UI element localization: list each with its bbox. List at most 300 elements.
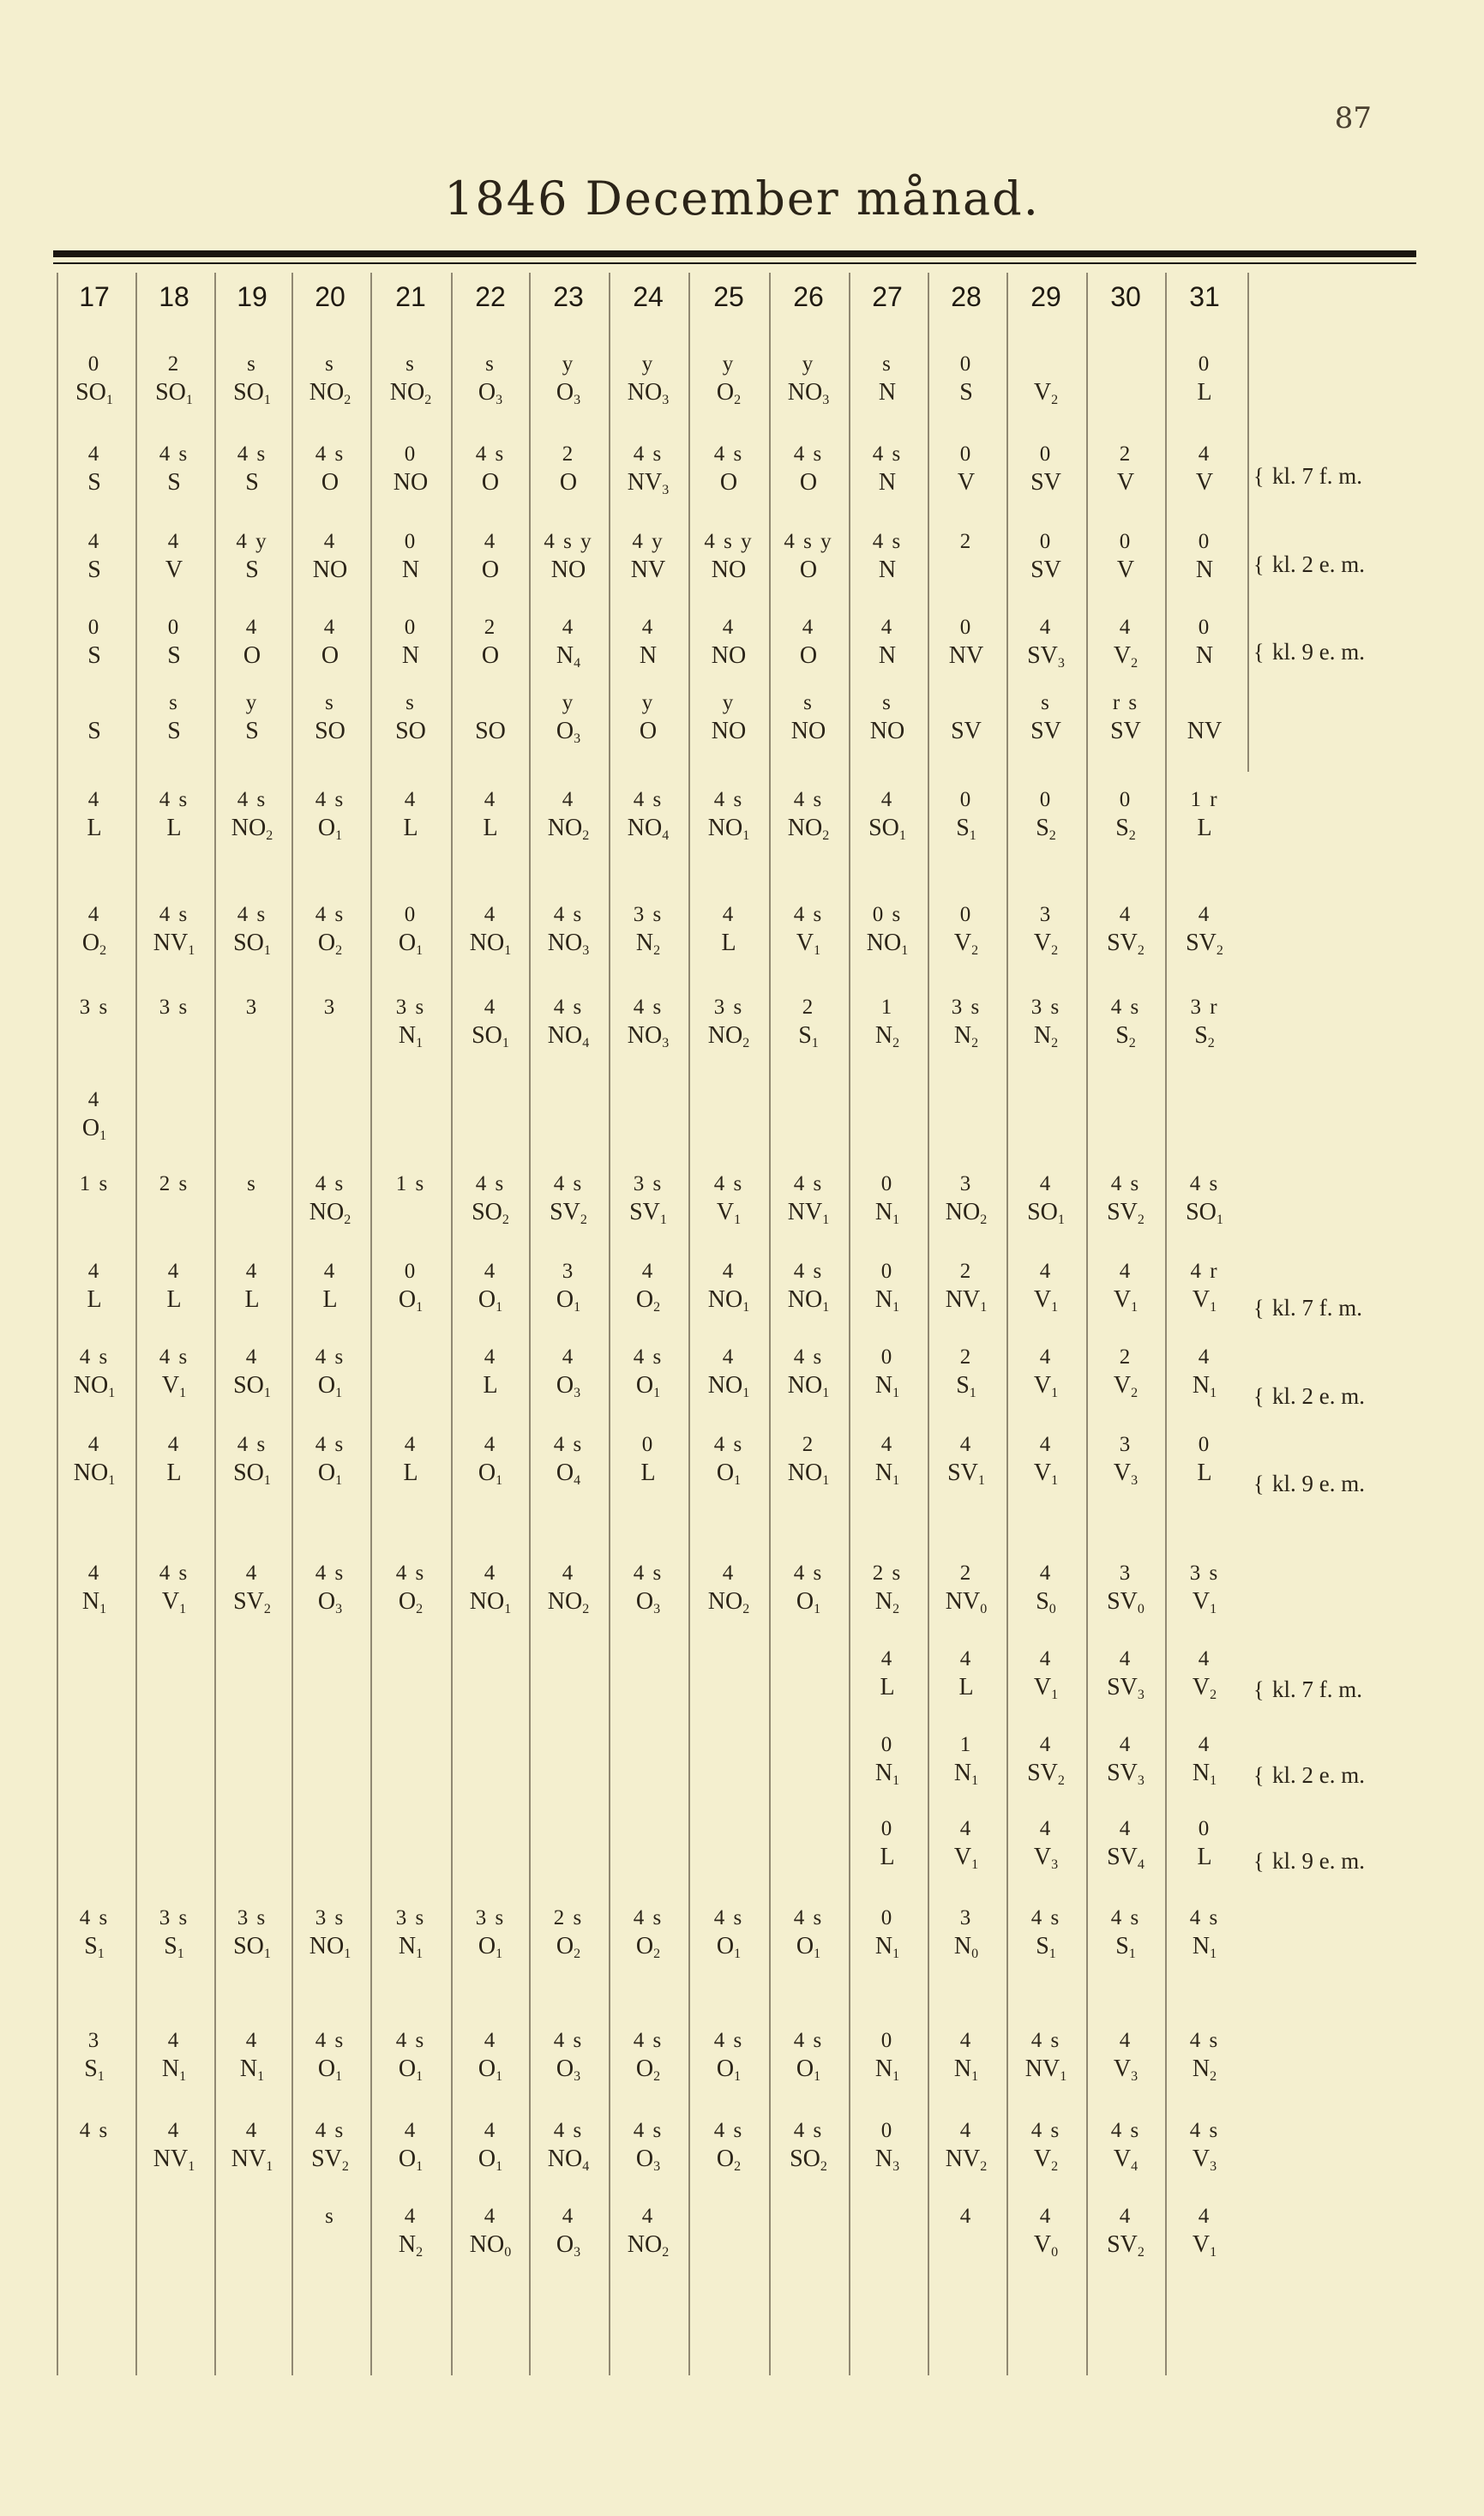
- cloud-value: 3 s: [951, 996, 982, 1019]
- observation-cell: [849, 442, 926, 498]
- cloud-value: 4 s: [1189, 1906, 1220, 1929]
- wind-direction: N: [1195, 642, 1214, 669]
- cloud-value: 4 s y: [704, 530, 754, 553]
- observation-cell: [135, 690, 213, 747]
- observation-cell: [291, 902, 369, 959]
- day-header: 30: [1110, 281, 1141, 312]
- cloud-value: 4 s: [633, 1345, 664, 1369]
- wind-direction: $O_2$: [635, 1286, 661, 1315]
- wind-direction: $NO_1$: [707, 1372, 750, 1400]
- cloud-value: 4: [484, 1433, 497, 1456]
- day-header: 22: [475, 281, 506, 312]
- observation-cell: [56, 1087, 133, 1144]
- observation-cell: [135, 995, 213, 1051]
- wind-direction: $NO_2$: [707, 1588, 750, 1616]
- observation-cell: [770, 529, 847, 586]
- cloud-value: 0: [880, 1172, 894, 1195]
- wind-direction: $SV_2$: [550, 1199, 587, 1227]
- cloud-value: 1 r: [1190, 788, 1219, 811]
- wind-direction: L: [166, 815, 182, 841]
- observation-cell: [372, 690, 449, 747]
- wind-direction: $O_1$: [81, 1115, 107, 1143]
- cloud-value: 2 s: [553, 1906, 584, 1929]
- cloud-value: 4 s: [633, 788, 664, 811]
- wind-direction: $O_1$: [398, 1286, 424, 1315]
- wind-direction: $V_2$: [1113, 642, 1139, 671]
- observation-cell: [530, 442, 607, 498]
- observation-cell: [849, 1171, 926, 1228]
- observation-cell: [135, 1432, 213, 1489]
- cloud-value: 4 y: [236, 530, 268, 553]
- cloud-value: 4 s: [633, 2119, 664, 2142]
- observation-cell: [56, 1345, 133, 1401]
- wind-direction: $O_1$: [398, 930, 424, 958]
- day-header: 28: [951, 281, 982, 312]
- wind-direction: L: [403, 1460, 418, 1486]
- observation-cell: [452, 352, 529, 408]
- cloud-value: 0: [404, 530, 418, 553]
- cloud-value: 4 s: [633, 996, 664, 1019]
- wind-direction: $O_1$: [478, 1460, 503, 1488]
- observation-cell: [1087, 2204, 1164, 2260]
- observation-cell: [928, 529, 1005, 586]
- observation-cell: [1166, 352, 1243, 408]
- wind-direction: $V_1$: [1033, 1674, 1059, 1702]
- wind-direction: [928, 555, 1005, 586]
- wind-direction: $V_1$: [716, 1199, 742, 1227]
- cloud-value: 4: [87, 530, 101, 553]
- observation-cell: [530, 1561, 607, 1617]
- cloud-value: 4 s: [237, 788, 267, 811]
- cloud-value: 4: [641, 1260, 655, 1283]
- brace-icon: {: [1253, 1763, 1265, 1788]
- wind-direction: $O_1$: [478, 2056, 503, 2084]
- observation-cell: [928, 615, 1005, 671]
- wind-direction: S: [245, 469, 259, 496]
- wind-direction: L: [322, 1286, 338, 1313]
- observation-cell: [452, 902, 529, 959]
- time-note-label: kl. 7 f. m.: [1272, 1295, 1362, 1321]
- wind-direction: $NO_1$: [787, 1286, 830, 1315]
- wind-direction: $SV_3$: [1107, 1674, 1145, 1702]
- observation-cell: [849, 1816, 926, 1873]
- observation-cell: [1007, 1732, 1084, 1789]
- cloud-value: 3 s: [395, 996, 426, 1019]
- wind-direction: $V_4$: [1113, 2146, 1139, 2174]
- wind-direction: $NO_1$: [469, 930, 512, 958]
- cloud-value: 4 s: [713, 788, 744, 811]
- observation-cell: [610, 1905, 687, 1962]
- observation-cell: [56, 529, 133, 586]
- observation-cell: [690, 2118, 767, 2175]
- observation-cell: [770, 1259, 847, 1315]
- wind-direction: $NO_2$: [627, 2231, 670, 2260]
- wind-direction: $N_1$: [874, 1372, 900, 1400]
- wind-direction: $O_1$: [478, 1286, 503, 1315]
- cloud-value: 4: [1119, 1260, 1133, 1283]
- observation-cell: [1087, 615, 1164, 671]
- wind-direction: $N_1$: [874, 1286, 900, 1315]
- cloud-value: 4 s y: [784, 530, 833, 553]
- cloud-value: 4: [959, 2029, 973, 2052]
- wind-direction: $O_3$: [635, 1588, 661, 1616]
- cloud-value: 0: [880, 1260, 894, 1283]
- cloud-value: [1166, 690, 1243, 716]
- observation-cell: [452, 615, 529, 671]
- wind-direction: $V_2$: [1113, 1372, 1139, 1400]
- cloud-value: 2: [959, 530, 973, 553]
- cloud-value: 4 s: [793, 1260, 824, 1283]
- cloud-value: 4 s: [553, 1172, 584, 1195]
- observation-cell: [928, 2204, 1005, 2260]
- time-note-label: kl. 9 e. m.: [1272, 1471, 1365, 1496]
- wind-direction: $N_2$: [635, 930, 661, 958]
- cloud-value: 4 s: [553, 903, 584, 926]
- observation-cell: [928, 690, 1005, 747]
- cloud-value: 4: [1119, 1817, 1133, 1840]
- wind-direction: V: [1116, 557, 1135, 583]
- observation-cell: [135, 1345, 213, 1401]
- wind-direction: NO: [550, 557, 586, 583]
- observation-cell: [1087, 1432, 1164, 1489]
- observation-cell: [1087, 995, 1164, 1051]
- cloud-value: 4: [880, 616, 894, 639]
- wind-direction: $V_1$: [1192, 1286, 1217, 1315]
- observation-cell: [452, 1432, 529, 1489]
- observation-cell: [372, 1171, 449, 1228]
- wind-direction: $NO_1$: [469, 1588, 512, 1616]
- cloud-value: 4 s: [1030, 2029, 1061, 2052]
- observation-cell: [135, 2028, 213, 2085]
- wind-direction: $S_1$: [164, 1933, 184, 1961]
- cloud-value: 4: [722, 1562, 736, 1585]
- observation-cell: [849, 787, 926, 844]
- cloud-value: 4 s: [159, 903, 189, 926]
- time-note: [1253, 551, 1365, 578]
- wind-direction: $V_1$: [796, 930, 821, 958]
- observation-cell: [1007, 2204, 1084, 2260]
- observation-cell: [1166, 1259, 1243, 1315]
- wind-direction: O: [799, 557, 818, 583]
- wind-direction: [135, 1197, 213, 1228]
- cloud-value: 4: [1198, 442, 1211, 466]
- observation-cell: [1166, 995, 1243, 1051]
- wind-direction: [56, 2144, 133, 2175]
- cloud-value: s: [485, 352, 496, 376]
- cloud-value: 4: [323, 530, 337, 553]
- observation-cell: [135, 1561, 213, 1617]
- observation-cell: [291, 2118, 369, 2175]
- wind-direction: S: [245, 718, 259, 744]
- wind-direction: $NV_1$: [153, 930, 195, 958]
- observation-cell: [849, 2118, 926, 2175]
- day-header: 26: [793, 281, 824, 312]
- observation-cell: [1166, 2028, 1243, 2085]
- cloud-value: y: [245, 691, 259, 714]
- wind-direction: $NO_4$: [547, 1022, 590, 1050]
- observation-cell: [770, 995, 847, 1051]
- wind-direction: $O_1$: [556, 1286, 581, 1315]
- cloud-value: 0: [87, 352, 101, 376]
- cloud-value: 4 s: [237, 903, 267, 926]
- time-note-label: kl. 2 e. m.: [1272, 551, 1365, 577]
- cloud-value: 0: [1198, 352, 1211, 376]
- wind-direction: $V_0$: [1033, 2231, 1059, 2260]
- cloud-value: 3: [562, 1260, 575, 1283]
- wind-direction: L: [483, 1372, 498, 1399]
- wind-direction: $NO_2$: [389, 379, 432, 407]
- cloud-value: 4: [87, 1260, 101, 1283]
- observation-cell: [291, 1171, 369, 1228]
- wind-direction: $SV_3$: [1027, 642, 1065, 671]
- observation-cell: [1166, 1905, 1243, 1962]
- page-number: 87: [1334, 101, 1372, 135]
- day-header: 20: [315, 281, 345, 312]
- wind-direction: SV: [1030, 469, 1061, 496]
- wind-direction: $O_3$: [317, 1588, 343, 1616]
- observation-cell: [610, 787, 687, 844]
- cloud-value: 0: [1119, 788, 1133, 811]
- brace-icon: {: [1253, 1677, 1265, 1702]
- cloud-value: 3 s: [1189, 1562, 1220, 1585]
- observation-cell: [690, 615, 767, 671]
- cloud-value: 0: [1039, 530, 1053, 553]
- wind-direction: L: [640, 1460, 656, 1486]
- observation-cell: [1166, 1432, 1243, 1489]
- observation-cell: [452, 2118, 529, 2175]
- wind-direction: $N_1$: [81, 1588, 107, 1616]
- wind-direction: $SO_1$: [233, 1372, 271, 1400]
- cloud-value: 4: [484, 903, 497, 926]
- cloud-value: 2: [1119, 1345, 1133, 1369]
- cloud-value: 0: [1198, 616, 1211, 639]
- time-note: [1253, 1295, 1362, 1321]
- wind-direction: $SO_2$: [472, 1199, 509, 1227]
- cloud-value: 4: [722, 616, 736, 639]
- observation-cell: [1087, 690, 1164, 747]
- cloud-value: 4: [562, 616, 575, 639]
- cloud-value: y: [722, 352, 736, 376]
- observation-cell: [1166, 1345, 1243, 1401]
- observation-cell: [372, 2204, 449, 2260]
- cloud-value: 4: [484, 2119, 497, 2142]
- observation-cell: [690, 690, 767, 747]
- time-note: [1253, 1762, 1365, 1789]
- wind-direction: L: [87, 815, 102, 841]
- cloud-value: 4: [562, 788, 575, 811]
- observation-cell: [56, 2028, 133, 2085]
- day-header: 18: [159, 281, 189, 312]
- observation-cell: [928, 2118, 1005, 2175]
- cloud-value: 4 s: [1030, 2119, 1061, 2142]
- cloud-value: 2: [802, 1433, 815, 1456]
- cloud-value: 4: [1198, 1733, 1211, 1756]
- cloud-value: 4 s: [1110, 1906, 1141, 1929]
- observation-cell: [928, 1905, 1005, 1962]
- observation-cell: [1007, 1345, 1084, 1401]
- cloud-value: 4 s: [713, 1172, 744, 1195]
- wind-direction: $V_2$: [1033, 930, 1059, 958]
- cloud-value: 4 s: [1189, 1172, 1220, 1195]
- wind-direction: $N_2$: [1192, 2056, 1217, 2084]
- wind-direction: $NO_2$: [707, 1022, 750, 1050]
- wind-direction: S: [87, 557, 101, 583]
- cloud-value: 3 s: [395, 1906, 426, 1929]
- observation-cell: [213, 787, 291, 844]
- cloud-value: 0: [1198, 530, 1211, 553]
- cloud-value: 0: [87, 616, 101, 639]
- cloud-value: 4 s: [793, 1172, 824, 1195]
- wind-direction: $O_1$: [398, 2146, 424, 2174]
- brace-icon: {: [1253, 640, 1265, 665]
- cloud-value: 4: [1039, 1562, 1053, 1585]
- cloud-value: 0: [404, 616, 418, 639]
- wind-direction: L: [1197, 1844, 1212, 1870]
- wind-direction: O: [321, 469, 339, 496]
- cloud-value: 4 s: [713, 442, 744, 466]
- cloud-value: 4 s: [79, 2119, 110, 2142]
- wind-direction: $N_1$: [161, 2056, 187, 2084]
- day-header: 17: [79, 281, 110, 312]
- observation-cell: [849, 1732, 926, 1789]
- cloud-value: 4: [1119, 616, 1133, 639]
- wind-direction: $S_1$: [1036, 1933, 1056, 1961]
- cloud-value: 4 s: [872, 442, 903, 466]
- observation-cell: [372, 1259, 449, 1315]
- day-header: 24: [633, 281, 664, 312]
- wind-direction: $N_2$: [874, 1588, 900, 1616]
- cloud-value: [1007, 352, 1084, 377]
- observation-cell: [928, 995, 1005, 1051]
- observation-cell: [690, 995, 767, 1051]
- wind-direction: NO: [393, 469, 429, 496]
- cloud-value: 4: [245, 2119, 259, 2142]
- wind-direction: $SV_2$: [1186, 930, 1223, 958]
- cloud-value: 4: [959, 1817, 973, 1840]
- observation-cell: [530, 1432, 607, 1489]
- observation-cell: [452, 1259, 529, 1315]
- wind-direction: $NO_1$: [73, 1460, 116, 1488]
- observation-cell: [291, 1345, 369, 1401]
- observation-cell: [56, 615, 133, 671]
- observation-cell: [690, 1432, 767, 1489]
- cloud-value: 4 s: [793, 788, 824, 811]
- wind-direction: $S_1$: [956, 1372, 976, 1400]
- cloud-value: 4 s: [1110, 1172, 1141, 1195]
- cloud-value: 0: [880, 2029, 894, 2052]
- wind-direction: O: [243, 642, 261, 669]
- wind-direction: S: [959, 379, 973, 406]
- wind-direction: N: [878, 379, 897, 406]
- observation-cell: [135, 1905, 213, 1962]
- wind-direction: $NV_3$: [627, 469, 670, 497]
- wind-direction: $N_1$: [239, 2056, 265, 2084]
- cloud-value: s: [169, 691, 179, 714]
- wind-direction: O: [639, 718, 658, 744]
- wind-direction: $S_2$: [1194, 1022, 1215, 1050]
- cloud-value: 0: [1039, 788, 1053, 811]
- wind-direction: SV: [1030, 718, 1061, 744]
- wind-direction: [213, 1197, 291, 1228]
- wind-direction: N: [878, 469, 897, 496]
- cloud-value: 2 s: [872, 1562, 903, 1585]
- cloud-value: 0: [959, 442, 973, 466]
- cloud-value: 1 s: [395, 1172, 426, 1195]
- wind-direction: NO: [790, 718, 826, 744]
- cloud-value: 4: [1198, 1647, 1211, 1670]
- wind-direction: $V_1$: [1192, 2231, 1217, 2260]
- observation-cell: [928, 1732, 1005, 1789]
- cloud-value: y: [802, 352, 815, 376]
- wind-direction: $O_2$: [635, 1933, 661, 1961]
- wind-direction: $N_1$: [398, 1022, 424, 1050]
- observation-cell: [291, 615, 369, 671]
- observation-cell: [530, 902, 607, 959]
- observation-cell: [135, 352, 213, 408]
- observation-cell: [372, 1561, 449, 1617]
- cloud-value: 4: [1039, 2205, 1053, 2228]
- cloud-value: 4: [1119, 1733, 1133, 1756]
- observation-cell: [372, 787, 449, 844]
- wind-direction: $O_3$: [556, 379, 581, 407]
- cloud-value: 4 s: [315, 442, 345, 466]
- cloud-value: 4 s: [793, 903, 824, 926]
- observation-cell: [928, 1345, 1005, 1401]
- wind-direction: L: [1197, 815, 1212, 841]
- wind-direction: $SV_2$: [311, 2146, 349, 2174]
- observation-cell: [1007, 2118, 1084, 2175]
- cloud-value: 4 s: [395, 1562, 426, 1585]
- cloud-value: 0 s: [872, 903, 903, 926]
- time-note: [1253, 1848, 1365, 1875]
- observation-cell: [56, 442, 133, 498]
- wind-direction: $O_1$: [716, 1460, 742, 1488]
- observation-cell: [1007, 1432, 1084, 1489]
- observation-cell: [610, 352, 687, 408]
- wind-direction: $NO_3$: [547, 930, 590, 958]
- brace-icon: {: [1253, 1384, 1265, 1409]
- wind-direction: $O_2$: [317, 930, 343, 958]
- cloud-value: 2: [167, 352, 181, 376]
- cloud-value: y: [641, 352, 655, 376]
- wind-direction: $O_1$: [317, 815, 343, 843]
- observation-cell: [1007, 1259, 1084, 1315]
- cloud-value: 3: [1119, 1433, 1133, 1456]
- wind-direction: S: [167, 469, 181, 496]
- wind-direction: $O_1$: [317, 1460, 343, 1488]
- wind-direction: V: [1195, 469, 1214, 496]
- cloud-value: 4 s y: [544, 530, 593, 553]
- observation-cell: [849, 2028, 926, 2085]
- cloud-value: 4: [641, 616, 655, 639]
- observation-cell: [770, 615, 847, 671]
- wind-direction: N: [639, 642, 658, 669]
- cloud-value: y: [562, 691, 575, 714]
- observation-cell: [928, 352, 1005, 408]
- wind-direction: N: [878, 642, 897, 669]
- wind-direction: $O_3$: [635, 2146, 661, 2174]
- observation-cell: [213, 995, 291, 1051]
- observation-cell: [530, 2028, 607, 2085]
- cloud-value: 1: [880, 996, 894, 1019]
- observation-cell: [1087, 1646, 1164, 1703]
- observation-cell: [1087, 1171, 1164, 1228]
- cloud-value: 3 r: [1190, 996, 1219, 1019]
- brace-icon: {: [1253, 552, 1265, 577]
- observation-cell: [1166, 2204, 1243, 2260]
- observation-cell: [1166, 690, 1243, 747]
- observation-cell: [530, 352, 607, 408]
